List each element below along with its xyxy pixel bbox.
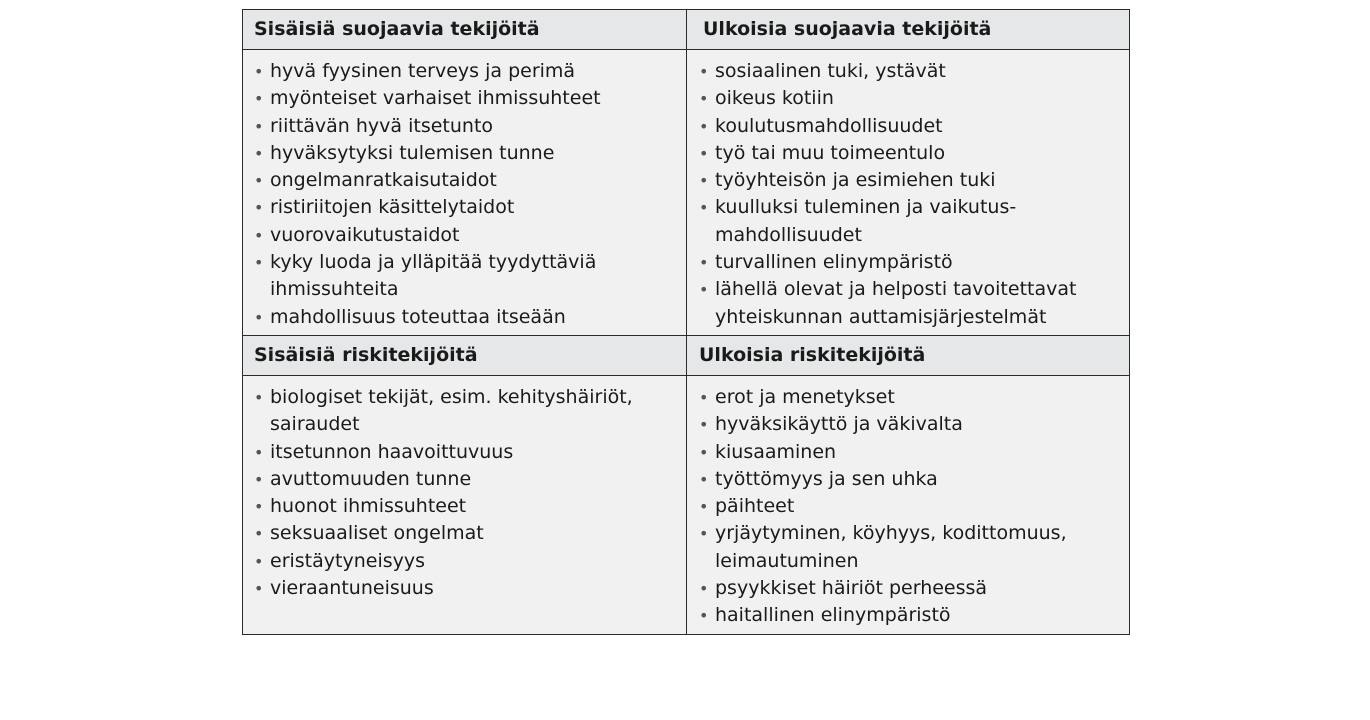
list-item-text: ihmissuhteita [270, 278, 399, 301]
list-item-text: itsetunnon haavoittuvuus [270, 440, 514, 463]
list-item [243, 575, 686, 602]
list-item [687, 439, 1129, 466]
list-item-text: koulutusmahdollisuudet [715, 114, 943, 137]
list-item-text: psyykkiset häiriöt perheessä [715, 577, 988, 600]
list-item-text: huonot ihmissuhteet [270, 495, 467, 518]
list-item [687, 520, 1129, 575]
list-item-text: kyky luoda ja ylläpitää tyydyttäviä [270, 251, 597, 274]
list-item-text: työ tai muu toimeentulo [715, 141, 946, 164]
list-item-text: yrjäytyminen, köyhyys, kodittomuus, [715, 522, 1067, 545]
list-item [243, 85, 686, 112]
list-item [687, 493, 1129, 520]
list-item [243, 493, 686, 520]
header-internal-protective: Sisäisiä suojaavia tekijöitä [243, 10, 686, 50]
list-item-text: erot ja menetykset [715, 386, 895, 408]
list-item-text: työyhteisön ja esimiehen tuki [715, 169, 996, 192]
list-item-text: työttömyys ja sen uhka [715, 467, 938, 490]
list-item-text: ristiriitojen käsittelytaidot [270, 196, 515, 219]
external-protective-list [687, 50, 1129, 331]
list-item-text: oikeus kotiin [715, 87, 834, 110]
list-item-text: mahdollisuus toteuttaa itseään [270, 305, 566, 328]
list-item [243, 194, 686, 221]
list-item [243, 466, 686, 493]
list-item [687, 140, 1129, 167]
list-item [687, 249, 1129, 276]
list-item [687, 575, 1129, 602]
list-item-text: avuttomuuden tunne [270, 467, 472, 490]
list-item-text: kuulluksi tuleminen ja vaikutus- [715, 196, 1017, 219]
list-item-text: eristäytyneisyys [270, 549, 426, 572]
cell-internal-protective [243, 50, 686, 336]
list-item-text: yhteiskunnan auttamisjärjestelmät [715, 305, 1047, 328]
list-item-text: vieraantuneisuus [270, 577, 434, 600]
list-item [687, 113, 1129, 140]
list-item-text: hyväksikäyttö ja väkivalta [715, 413, 963, 436]
list-item [687, 85, 1129, 112]
list-item-text: mahdollisuudet [715, 223, 862, 246]
list-item [243, 548, 686, 575]
header-external-protective: Ulkoisia suojaavia tekijöitä [686, 10, 1129, 50]
list-item-text: turvallinen elinympäristö [715, 251, 953, 274]
list-item [687, 466, 1129, 493]
header-external-risk: Ulkoisia riskitekijöitä [686, 336, 1129, 376]
list-item [243, 58, 686, 85]
cell-external-protective [686, 50, 1129, 336]
list-item [243, 520, 686, 547]
list-item [687, 194, 1129, 249]
list-item [687, 276, 1129, 331]
list-item [687, 167, 1129, 194]
factor-table [242, 9, 1130, 635]
list-item [243, 167, 686, 194]
list-item-text: hyvä fyysinen terveys ja perimä [270, 60, 576, 82]
list-item-text: hyväksytyksi tulemisen tunne [270, 141, 555, 164]
list-item [243, 113, 686, 140]
list-item [687, 411, 1129, 438]
list-item-text: riittävän hyvä itsetunto [270, 114, 494, 137]
list-item-text: vuorovaikutustaidot [270, 223, 460, 246]
list-item [687, 602, 1129, 629]
list-item-text: sairaudet [270, 413, 360, 436]
list-item-text: myönteiset varhaiset ihmissuhteet [270, 87, 601, 110]
list-item [243, 249, 686, 304]
list-item-text: biologiset tekijät, esim. kehityshäiriöt, [270, 386, 633, 408]
list-item [687, 384, 1129, 411]
cell-internal-risk [243, 376, 686, 634]
internal-protective-list [243, 50, 686, 331]
list-item [243, 384, 686, 439]
cell-external-risk [686, 376, 1129, 634]
list-item-text: seksuaaliset ongelmat [270, 522, 484, 545]
list-item-text: päihteet [715, 495, 795, 518]
external-risk-list [687, 376, 1129, 630]
internal-risk-list [243, 376, 686, 602]
list-item [243, 140, 686, 167]
list-item-text: leimautuminen [715, 549, 859, 572]
list-item-text: haitallinen elinympäristö [715, 604, 951, 627]
list-item-text: ongelmanratkaisutaidot [270, 169, 497, 192]
list-item [243, 439, 686, 466]
list-item-text: lähellä olevat ja helposti tavoitettavat [715, 278, 1077, 301]
list-item [243, 304, 686, 331]
list-item [243, 222, 686, 249]
list-item [687, 58, 1129, 85]
list-item-text: kiusaaminen [715, 440, 837, 463]
header-internal-risk: Sisäisiä riskitekijöitä [243, 336, 686, 376]
list-item-text: sosiaalinen tuki, ystävät [715, 60, 946, 82]
